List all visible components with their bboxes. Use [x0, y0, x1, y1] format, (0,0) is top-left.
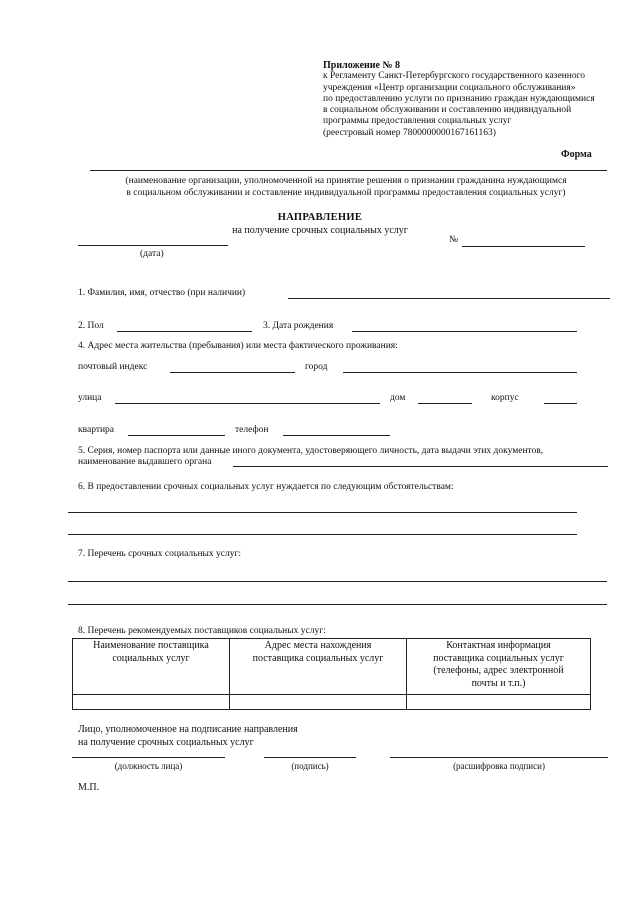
phone-line[interactable]: [283, 435, 390, 436]
providers-header-address: [230, 639, 407, 695]
birthdate-line[interactable]: [352, 331, 577, 332]
field-full-name-label: 1. Фамилия, имя, отчество (при наличии): [78, 288, 246, 298]
appendix-title: Приложение № 8: [323, 60, 401, 71]
doc-title: НАПРАВЛЕНИЕ: [277, 212, 363, 223]
street-line[interactable]: [115, 403, 380, 404]
phone-label: телефон: [235, 425, 269, 435]
signatory-line: Лицо, уполномоченное на подписание направления: [78, 724, 298, 735]
field-sex-label: 2. Пол: [78, 321, 104, 331]
header-text: поставщика социальных услуг: [252, 652, 384, 664]
appendix-line: (реестровый номер 7800000000167161163): [323, 127, 496, 138]
signatory-line: на получение срочных социальных услуг: [78, 736, 254, 748]
org-caption-line: в социальном обслуживании и составление индивидуальной программы предоставления социальных услуг): [126, 188, 566, 198]
providers-table-header: [73, 639, 591, 695]
passport-line[interactable]: [233, 466, 608, 467]
appendix-line: программы предоставления социальных услуг: [323, 116, 512, 127]
field-passport-label: 5. Серия, номер паспорта или данные иного документа, удостоверяющего личность, дата выдачи этих документов,: [78, 446, 544, 456]
table-cell[interactable]: [407, 695, 591, 710]
field-birthdate-label: 3. Дата рождения: [263, 321, 334, 331]
services-line-2[interactable]: [68, 604, 607, 605]
field-circumstances-label: 6. В предоставлении срочных социальных услуг нуждается по следующим обстоятельствам:: [78, 482, 454, 492]
postcode-label: почтовый индекс: [78, 362, 148, 372]
position-line[interactable]: [72, 757, 225, 758]
appendix-line: в социальном обслуживании и составлению индивидуальной: [323, 105, 572, 116]
field-providers-label: 8. Перечень рекомендуемых поставщиков социальных услуг:: [78, 626, 326, 636]
city-label: город: [305, 362, 328, 372]
circumstances-line-1[interactable]: [68, 512, 577, 513]
field-services-label: 7. Перечень срочных социальных услуг:: [78, 549, 242, 559]
signature-line[interactable]: [264, 757, 356, 758]
appendix-line: по предоставлению услуги по признанию граждан нуждающимися: [323, 93, 595, 104]
org-name-line[interactable]: [90, 170, 607, 171]
apartment-line[interactable]: [128, 435, 225, 436]
building-label: корпус: [491, 393, 519, 403]
signature-caption: (подпись): [291, 761, 329, 771]
table-cell[interactable]: [73, 695, 230, 710]
providers-header-contacts: [407, 639, 591, 695]
stamp-label: М.П.: [78, 782, 100, 793]
field-passport-issuer-label: наименование выдавшего органа: [78, 457, 212, 467]
appendix-line: учреждения «Центр организации социального обслуживания»: [323, 82, 576, 93]
house-line[interactable]: [418, 403, 472, 404]
header-text: социальных услуг: [112, 652, 190, 664]
org-caption-line: (наименование организации, уполномоченной на принятие решения о признании гражданина нуждающимся: [125, 176, 567, 186]
appendix-header: [323, 60, 595, 139]
building-line[interactable]: [544, 403, 577, 404]
date-caption: (дата): [140, 249, 164, 259]
decoding-line[interactable]: [390, 757, 608, 758]
field-address-label: 4. Адрес места жительства (пребывания) или места фактического проживания:: [78, 341, 398, 351]
header-text: Наименование поставщика: [93, 640, 209, 651]
number-label: №: [449, 235, 459, 245]
header-text: Контактная информация: [446, 640, 551, 651]
number-line[interactable]: [462, 246, 585, 247]
services-line-1[interactable]: [68, 581, 607, 582]
street-label: улица: [78, 393, 102, 403]
decoding-caption: (расшифровка подписи): [453, 761, 545, 771]
date-line[interactable]: [78, 245, 228, 246]
header-text: почты и т.п.): [471, 677, 526, 689]
header-text: Адрес места нахождения: [264, 640, 372, 651]
providers-table: [72, 638, 591, 710]
doc-subtitle: на получение срочных социальных услуг: [232, 225, 408, 236]
org-caption: [66, 175, 626, 199]
postcode-line[interactable]: [170, 372, 295, 373]
table-cell[interactable]: [230, 695, 407, 710]
apartment-label: квартира: [78, 425, 115, 435]
appendix-line: к Регламенту Санкт-Петербургского государственного казенного: [323, 71, 585, 82]
full-name-line[interactable]: [288, 298, 610, 299]
position-caption: (должность лица): [114, 761, 183, 771]
city-line[interactable]: [343, 372, 577, 373]
house-label: дом: [390, 393, 406, 403]
signatory-block: [78, 724, 298, 749]
providers-header-name: [73, 639, 230, 695]
header-text: поставщика социальных услуг: [433, 652, 564, 664]
sex-line[interactable]: [117, 331, 252, 332]
header-text: (телефоны, адрес электронной: [433, 665, 564, 676]
table-row: [73, 695, 591, 710]
form-label: Форма: [561, 149, 592, 160]
circumstances-line-2[interactable]: [68, 534, 577, 535]
